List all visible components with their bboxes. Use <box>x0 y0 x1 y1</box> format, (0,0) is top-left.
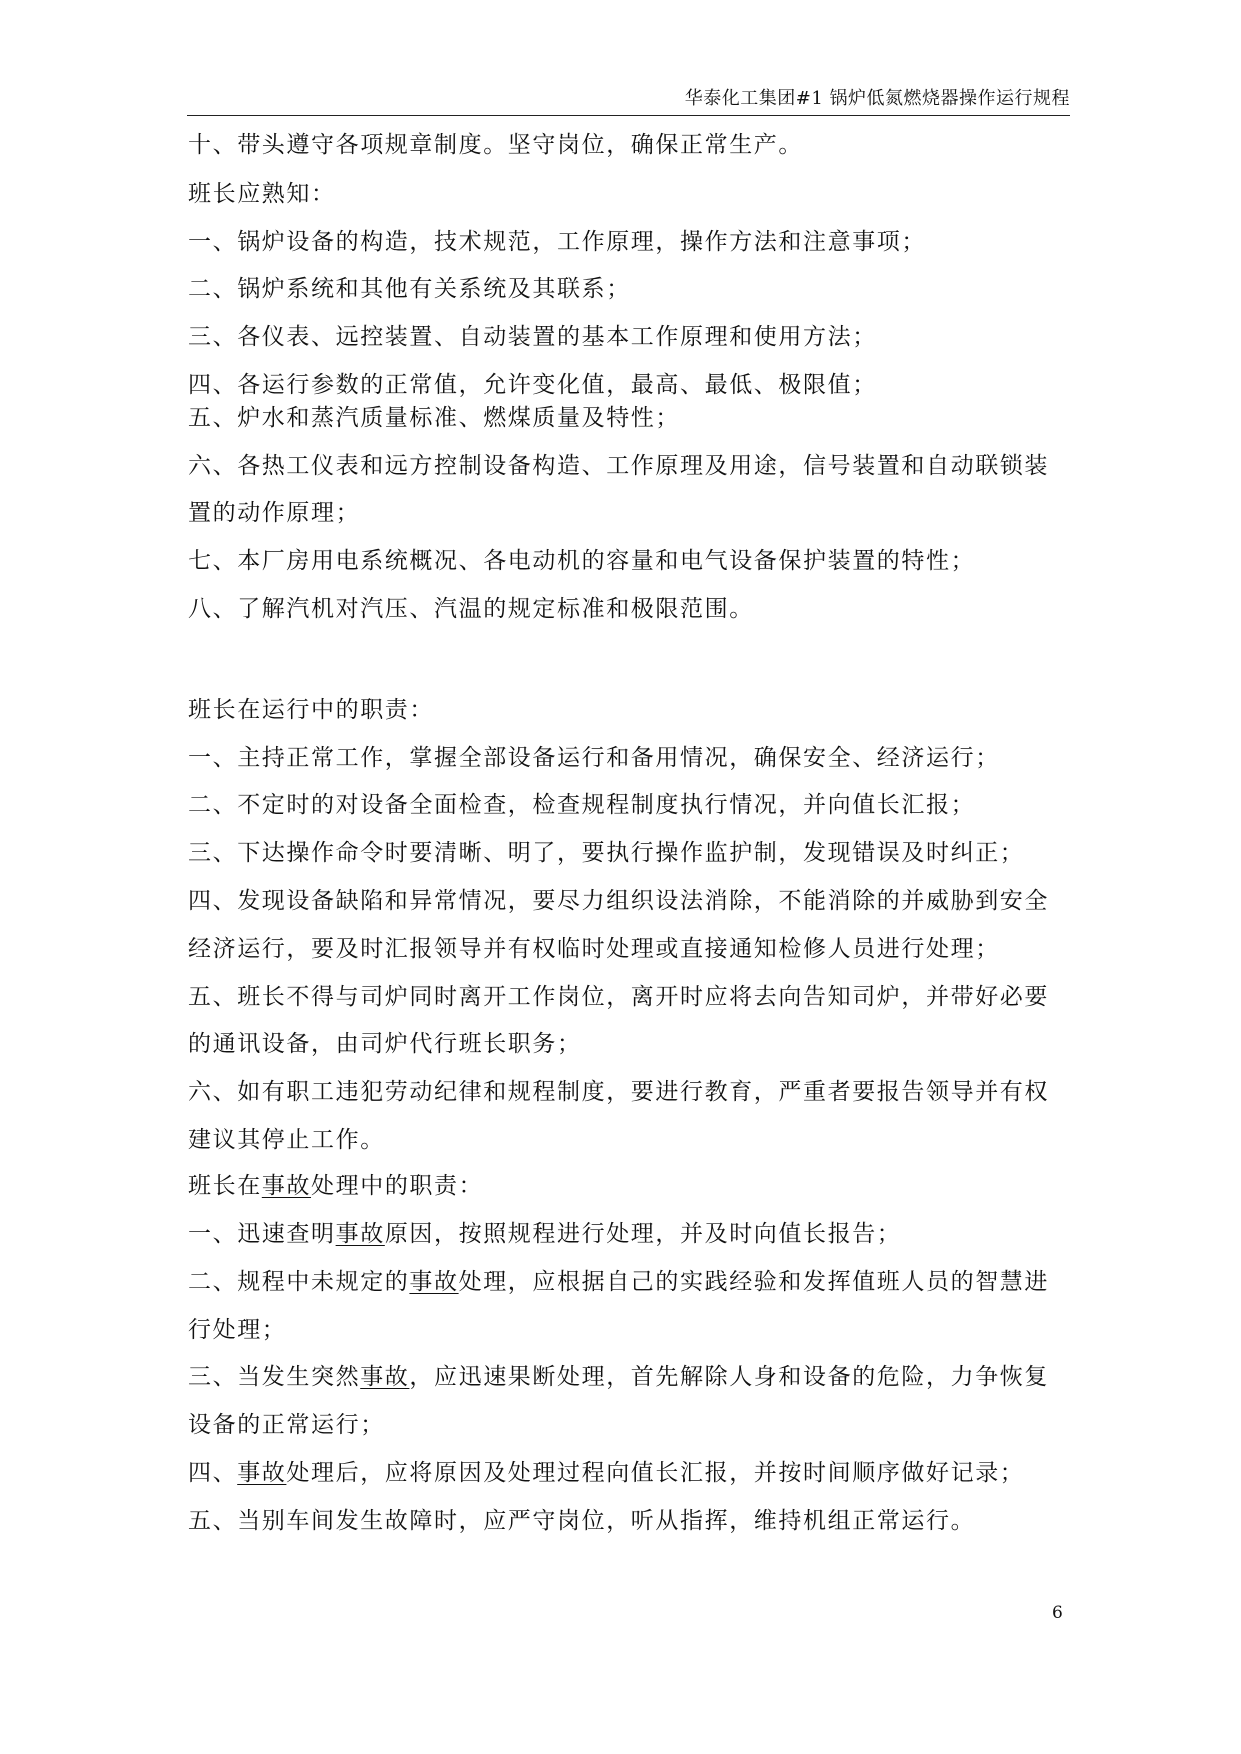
text-segment: 四、 <box>188 1460 238 1486</box>
paragraph-line: 四、发现设备缺陷和异常情况，要尽力组织设法消除，不能消除的并威胁到安全 <box>188 888 1049 914</box>
page-number: 6 <box>1052 1603 1063 1623</box>
paragraph-line: 建议其停止工作。 <box>188 1127 385 1153</box>
paragraph-line <box>188 1460 1024 1486</box>
paragraph-line: 置的动作原理； <box>188 500 361 526</box>
underlined-term: 事故 <box>237 1460 287 1486</box>
paragraph-line <box>188 1364 1049 1390</box>
paragraph-line: 八、了解汽机对汽压、汽温的规定标准和极限范围。 <box>188 596 754 622</box>
underlined-term: 事故 <box>409 1269 459 1295</box>
paragraph-line: 二、不定时的对设备全面检查，检查规程制度执行情况，并向值长汇报； <box>188 792 976 818</box>
paragraph-line: 五、班长不得与司炉同时离开工作岗位，离开时应将去向告知司炉，并带好必要 <box>188 984 1049 1010</box>
paragraph-line: 一、锅炉设备的构造，技术规范，工作原理，操作方法和注意事项； <box>188 229 926 255</box>
paragraph-line: 六、如有职工违犯劳动纪律和规程制度，要进行教育，严重者要报告领导并有权 <box>188 1079 1049 1105</box>
paragraph-line: 五、炉水和蒸汽质量标准、燃煤质量及特性； <box>188 405 680 431</box>
text-segment: 二、规程中未规定的 <box>188 1269 410 1295</box>
underlined-term: 事故 <box>261 1173 312 1199</box>
paragraph-line: 三、各仪表、远控装置、自动装置的基本工作原理和使用方法； <box>188 324 877 350</box>
paragraph-line: 二、锅炉系统和其他有关系统及其联系； <box>188 276 631 302</box>
paragraph-line: 行处理； <box>188 1317 287 1343</box>
text-segment: 三、当发生突然 <box>188 1364 361 1390</box>
paragraph-line: 十、带头遵守各项规章制度。坚守岗位，确保正常生产。 <box>188 132 803 158</box>
paragraph-line: 三、下达操作命令时要清晰、明了，要执行操作监护制，发现错误及时纠正； <box>188 840 1025 866</box>
text-segment: 处理中的职责： <box>311 1173 484 1199</box>
paragraph-line: 的通讯设备，由司炉代行班长职务； <box>188 1031 582 1057</box>
section-heading-knowledge: 班长应熟知： <box>188 181 336 207</box>
underlined-term: 事故 <box>360 1364 410 1390</box>
header-title: 华泰化工集团#1 锅炉低氮燃烧器操作运行规程 <box>684 88 1070 109</box>
text-segment: ，应迅速果断处理，首先解除人身和设备的危险，力争恢复 <box>409 1364 1050 1390</box>
paragraph-line: 六、各热工仪表和远方控制设备构造、工作原理及用途，信号装置和自动联锁装 <box>188 453 1049 479</box>
paragraph-line: 七、本厂房用电系统概况、各电动机的容量和电气设备保护装置的特性； <box>188 548 976 574</box>
paragraph-line: 一、主持正常工作，掌握全部设备运行和备用情况，确保安全、经济运行； <box>188 745 1000 771</box>
section-heading-operation-duties: 班长在运行中的职责： <box>188 697 434 723</box>
paragraph-line <box>188 1221 901 1247</box>
text-segment: 处理后，应将原因及处理过程向值长汇报，并按时间顺序做好记录； <box>286 1460 1025 1486</box>
paragraph-line: 设备的正常运行； <box>188 1412 385 1438</box>
section-heading-accident-duties <box>188 1173 483 1199</box>
paragraph-line <box>188 1269 1049 1295</box>
text-segment: 一、迅速查明 <box>188 1221 336 1247</box>
text-segment: 原因，按照规程进行处理，并及时向值长报告； <box>384 1221 902 1247</box>
text-segment: 处理，应根据自己的实践经验和发挥值班人员的智慧进 <box>458 1269 1050 1295</box>
paragraph-line: 四、各运行参数的正常值，允许变化值，最高、最低、极限值； <box>188 372 877 398</box>
paragraph-line: 五、当别车间发生故障时，应严守岗位，听从指挥，维持机组正常运行。 <box>188 1508 976 1534</box>
underlined-term: 事故 <box>335 1221 385 1247</box>
text-segment: 班长在 <box>188 1173 262 1199</box>
paragraph-line: 经济运行，要及时汇报领导并有权临时处理或直接通知检修人员进行处理； <box>188 936 1000 962</box>
page-header <box>187 84 1070 116</box>
